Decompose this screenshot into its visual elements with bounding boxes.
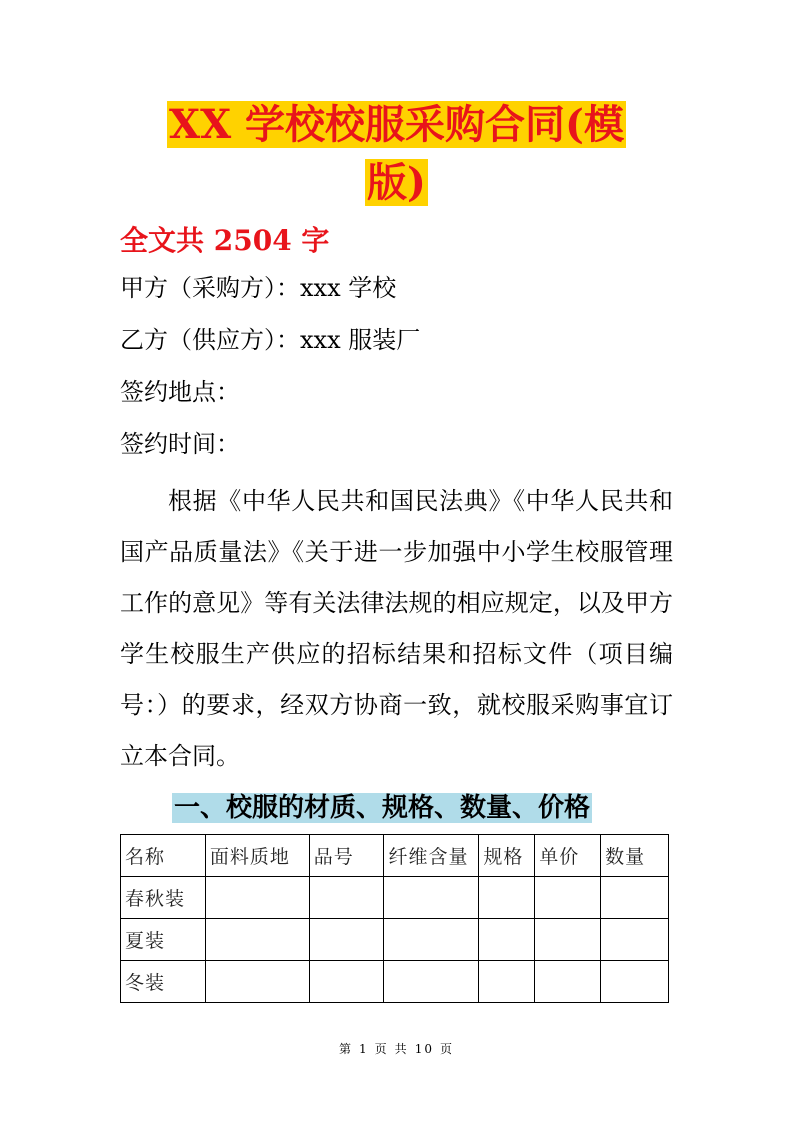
table-cell bbox=[601, 919, 669, 961]
footer-prefix: 第 bbox=[339, 1042, 354, 1056]
table-cell bbox=[601, 877, 669, 919]
table-cell bbox=[309, 877, 384, 919]
table-cell: 冬装 bbox=[121, 961, 206, 1003]
table-cell bbox=[309, 961, 384, 1003]
table-cell bbox=[535, 877, 601, 919]
party-b: 乙方（供应方）：xxx 服装厂 bbox=[120, 326, 421, 354]
footer-page-number: 1 bbox=[359, 1042, 369, 1056]
table-cell: 夏装 bbox=[121, 919, 206, 961]
table-row bbox=[121, 919, 669, 961]
footer-mid1: 页 bbox=[374, 1042, 389, 1056]
title-line-1: XX 学校校服采购合同(模 bbox=[169, 101, 624, 148]
title-line-2: 版) bbox=[367, 159, 426, 206]
table-cell bbox=[384, 877, 479, 919]
table-cell bbox=[479, 919, 535, 961]
sign-time: 签约时间： bbox=[120, 430, 240, 458]
table-cell bbox=[384, 919, 479, 961]
uniform-spec-table bbox=[120, 834, 669, 1003]
header-cell: 单价 bbox=[535, 835, 601, 877]
header-cell: 规格 bbox=[479, 835, 535, 877]
table-row bbox=[121, 877, 669, 919]
footer-suffix: 页 bbox=[439, 1042, 454, 1056]
table-row bbox=[121, 961, 669, 1003]
header-cell: 面料质地 bbox=[205, 835, 309, 877]
table-cell bbox=[309, 919, 384, 961]
table-cell bbox=[205, 877, 309, 919]
footer-mid2: 共 bbox=[394, 1042, 409, 1056]
table-header-row bbox=[121, 835, 669, 877]
table-cell bbox=[479, 961, 535, 1003]
table-cell: 春秋装 bbox=[121, 877, 206, 919]
sign-place: 签约地点： bbox=[120, 378, 240, 406]
page-footer bbox=[0, 1040, 793, 1057]
table-cell bbox=[479, 877, 535, 919]
section-heading-text: 一、校服的材质、规格、数量、价格 bbox=[174, 793, 591, 823]
word-count: 全文共 2504 字 bbox=[120, 224, 330, 257]
table-cell bbox=[601, 961, 669, 1003]
document-title bbox=[120, 96, 673, 212]
header-cell: 纤维含量 bbox=[384, 835, 479, 877]
table-cell bbox=[535, 961, 601, 1003]
table-cell bbox=[535, 919, 601, 961]
intro-paragraph: 根据《中华人民共和国民法典》《中华人民共和国产品质量法》《关于进一步加强中小学生校服管理工作的意见》等有关法律法规的相应规定，以及甲方学生校服生产供应的招标结果和招标文件（项目编号：）的要求，经双方协商一致，就校服采购事宜订立本合同。 bbox=[120, 487, 673, 770]
table-cell bbox=[205, 919, 309, 961]
footer-total-pages: 10 bbox=[414, 1042, 434, 1056]
header-cell: 品号 bbox=[309, 835, 384, 877]
header-cell: 数量 bbox=[601, 835, 669, 877]
party-a: 甲方（采购方）：xxx 学校 bbox=[120, 274, 397, 302]
section-heading bbox=[172, 788, 592, 828]
header-cell: 名称 bbox=[121, 835, 206, 877]
table-cell bbox=[384, 961, 479, 1003]
table-cell bbox=[205, 961, 309, 1003]
